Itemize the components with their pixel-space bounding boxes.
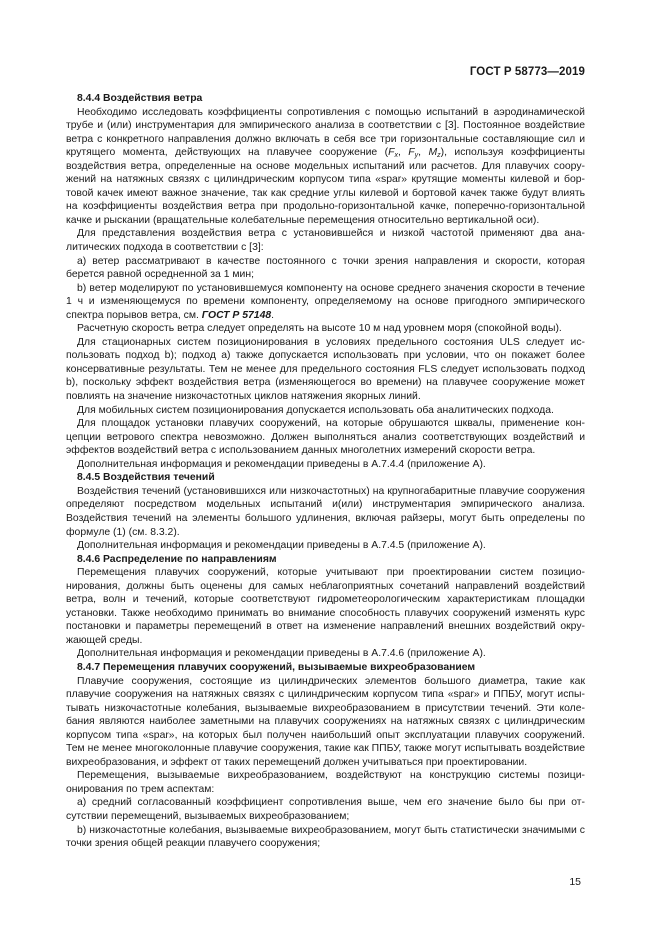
section-8-4-6-title: 8.4.6 Распределение по направлениям <box>77 553 277 565</box>
section-8-4-5-title: 8.4.5 Воздействия течений <box>77 472 215 484</box>
gost-reference-link: ГОСТ Р 57148 <box>201 309 272 321</box>
section-8-4-4-paragraph-3: Расчетную скорость ветра следует определять на высоте 10 м над уровнем моря (спокойной воды). <box>77 323 562 335</box>
section-8-4-4-paragraph-1: Необходимо исследовать коэффициенты сопротивления с помощью испытаний в аэродинамической трубе и (или) инструментария для эмпирического анализа в соответствии с [3]. Постоянное воздействие ветра с конкретного направления должно включать в себя все три горизонтальные составляющие сил и крутящего момента, действующих на плавучее сооружение ($F_x$, $F_y$, $M_z$), используя коэффициенты воздействия ветра, определенные на основе модельных испытаний или расчетов. Для плавучих сооружений на натяжных связях с цилиндрическим корпусом типа «spar» крутящие моменты килевой и бортовой качек имеют важное значение, так как средние углы килевой и бортовой качек также будут влиять на коэффициенты воздействия ветра при продольно-горизонтальной качке, поперечно-горизонтальной качке и рыскании (вращательные колебательные перемещения относительно вертикальной оси). <box>66 106 585 226</box>
section-8-4-4-paragraph-6: Для площадок установки плавучих сооружений, на которые обрушаются шквалы, применение концепции ветрового спектра невозможно. Должен выполняться анализ соответствующих воздействий и эффектов воздействий ветра с использованием данных многолетних измерений скорости ветра. <box>66 418 585 457</box>
body-text <box>66 92 585 851</box>
section-8-4-4-paragraph-5: Для мобильных систем позиционирования допускается использовать оба аналитических подхода. <box>77 404 554 416</box>
section-8-4-7-paragraph-1: Плавучие сооружения, состоящие из цилиндрических элементов большого диаметра, такие как плавучие сооружения на натяжных связях с цилиндрическим корпусом типа «spar» и ППБУ, могут испытывать низкочастотные колебания, вызываемые вихреобразованием в присутствии течений. Эти колебания являются наиболее заметными на плавучих сооружениях на натяжных связях с цилиндрическим корпусом типа «spar», на которых был получен наибольший опыт эксплуатации плавучих сооружений. Тем не менее многоколонные плавучие сооружения, такие как ППБУ, также могут испытывать воздействие вихреобразования, и эффект от таких перемещений должен учитываться при проектировании. <box>66 675 585 768</box>
standard-header: ГОСТ Р 58773—2019 <box>469 66 585 78</box>
moment-z-symbol: $M_z$ <box>428 147 441 160</box>
force-y-symbol: $F_y$ <box>408 147 419 160</box>
section-8-4-4-paragraph-4: Для стационарных систем позиционирования в условиях предельного состояния ULS следует использовать подход b); подход а) также допускается использовать при условии, что он покажет более консервативные результаты. Тем не менее для предельного состояния FLS следует использовать подход b), поскольку эффект воздействия ветра (изменяющегося во времени) на плавучее сооружение может повлиять на значение низкочастотных циклов натяжения якорных линий. <box>66 336 585 403</box>
section-8-4-6-paragraph-2: Дополнительная информация и рекомендации приведены в А.7.4.6 (приложение А). <box>77 648 486 660</box>
section-8-4-7-item-b: b) низкочастотные колебания, вызываемые вихреобразованием, могут быть статистически значимыми с точки зрения общей реакции плавучего сооружения; <box>66 824 585 850</box>
section-8-4-7-item-a: а) средний согласованный коэффициент сопротивления выше, чем его значение было бы при отсутствии перемещений, вызываемых вихреобразованием; <box>66 797 585 822</box>
section-8-4-4-item-b: b) ветер моделируют по установившемуся компоненту на основе среднего значения скорости в течение 1 ч и изменяющемуся по времени компоненту, определяемому на основе пригодного эмпирического спектра порывов ветра, см. ГОСТ Р 57148. <box>66 282 585 321</box>
section-8-4-4-paragraph-7: Дополнительная информация и рекомендации приведены в А.7.4.4 (приложение А). <box>77 458 486 470</box>
section-8-4-5-paragraph-2: Дополнительная информация и рекомендации приведены в А.7.4.5 (приложение А). <box>77 540 486 552</box>
force-x-symbol: $F_x$ <box>388 147 398 160</box>
section-8-4-4-title: 8.4.4 Воздействия ветра <box>77 93 203 104</box>
page-number: 15 <box>569 876 581 888</box>
section-8-4-4-paragraph-2: Для представления воздействия ветра с установившейся и низкой частотой применяют два аналитических подхода в соответствии с [3]: <box>66 228 585 254</box>
section-8-4-6-paragraph-1: Перемещения плавучих сооружений, которые учитывают при проектировании систем позиционирования, должны быть оценены для самых неблагоприятных сочетаний направлений воздействий ветра, волн и течений, которые соответствуют гидрометеорологическим характеристикам площадки установки. Также необходимо принимать во внимание способность плавучих сооружений изменять курс постановки и параметры перемещений в ответ на изменение направлений внешних воздействий окружающей среды. <box>66 567 585 646</box>
section-8-4-4-item-a: а) ветер рассматривают в качестве постоянного с точки зрения направления и скорости, которая берется равной осредненной за 1 мин; <box>66 255 585 281</box>
section-8-4-7-paragraph-2: Перемещения, вызываемые вихреобразованием, воздействуют на конструкцию системы позиционирования по трем аспектам: <box>66 770 585 795</box>
section-8-4-5-paragraph-1: Воздействия течений (установившихся или низкочастотных) на крупногабаритные плавучие сооружения определяют посредством модельных испытаний и(или) инструментария эмпирического анализа. Воздействия течений на элементы большого удлинения, включая райзеры, могут быть определены по формуле (1) (см. 8.3.2). <box>66 485 585 538</box>
section-8-4-7-title: 8.4.7 Перемещения плавучих сооружений, вызываемые вихреобразованием <box>77 661 476 673</box>
